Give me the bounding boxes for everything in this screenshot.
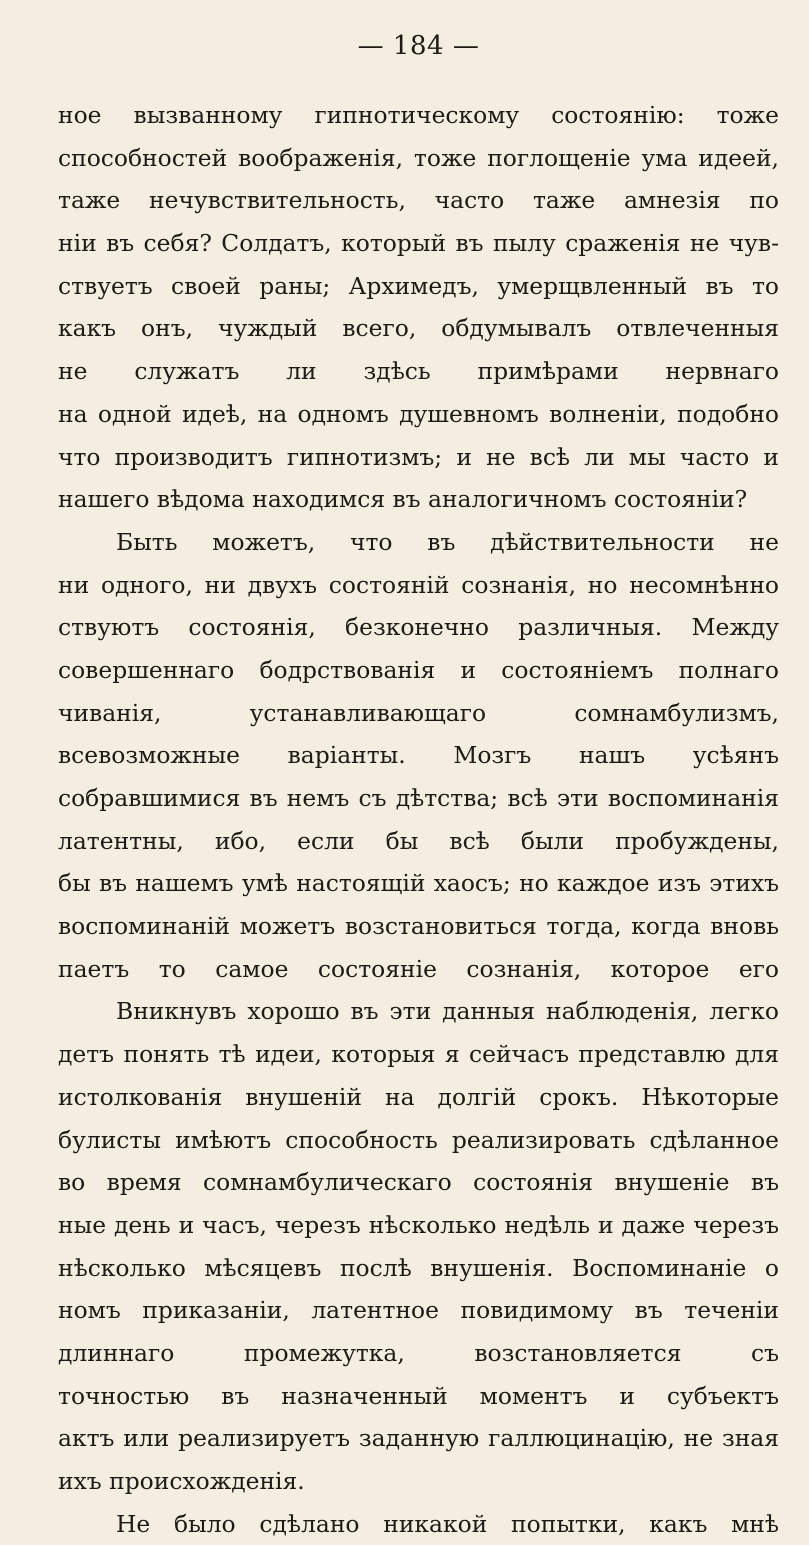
text-line: какъ онъ, чуждый всего, обдумывалъ отвлеченныя <box>58 314 779 343</box>
text-line: нашего вѣдома находимся въ аналогичномъ состояніи? <box>58 485 748 514</box>
text-line: истолкованія внушеній на долгій срокъ. Нѣкоторые <box>58 1082 779 1111</box>
paragraph <box>58 990 779 1502</box>
text-line: что производитъ гипнотизмъ; и не всѣ ли мы часто и <box>58 442 779 471</box>
text-line: на одной идеѣ, на одномъ душевномъ волненіи, подобно <box>58 399 779 428</box>
text-line: чиванія, устанавливающаго сомнамбулизмъ, <box>58 698 779 727</box>
paragraph <box>58 521 779 991</box>
text-line: совершеннаго бодрствованія и состояніемъ полнаго <box>58 655 779 684</box>
text-line: актъ или реализируетъ заданную галлюцинацію, не зная <box>58 1424 779 1453</box>
text-line: Не было сдѣлано никакой попытки, какъ мнѣ <box>116 1509 779 1538</box>
text-line: не служатъ ли здѣсь примѣрами нервнаго <box>58 357 779 386</box>
paragraph <box>58 94 779 521</box>
text-line: ствуютъ состоянія, безконечно различныя. Между <box>58 613 779 642</box>
text-line: ные день и часъ, черезъ нѣсколько недѣль и даже черезъ <box>58 1210 779 1239</box>
text-line: номъ приказаніи, латентное повидимому въ теченіи <box>58 1296 779 1325</box>
text-line: Быть можетъ, что въ дѣйствительности не <box>116 527 779 556</box>
text-line: ихъ происхожденія. <box>58 1467 305 1495</box>
body-text <box>58 94 779 1545</box>
text-line: ное вызванному гипнотическому состоянію: тоже <box>58 101 779 129</box>
text-line: ни одного, ни двухъ состояній сознанія, но несомнѣнно <box>58 570 779 599</box>
text-line: воспоминаній можетъ возстановиться тогда, когда вновь <box>58 912 779 941</box>
text-line: длиннаго промежутка, возстановляется съ <box>58 1338 779 1367</box>
page-number: — 184 — <box>357 31 480 61</box>
text-line: бы въ нашемъ умѣ настоящій хаосъ; но каждое изъ этихъ <box>58 869 779 898</box>
text-line: детъ понять тѣ идеи, которыя я сейчасъ представлю для <box>58 1040 779 1069</box>
text-line: таже нечувствительность, часто таже амнезія по <box>58 186 779 215</box>
text-line: способностей воображенія, тоже поглощеніе ума идеей, <box>58 143 779 172</box>
text-line: собравшимися въ немъ съ дѣтства; всѣ эти воспоминанія <box>58 784 779 812</box>
text-line: нѣсколько мѣсяцевъ послѣ внушенія. Воспоминаніе о <box>58 1253 779 1282</box>
text-line: всевозможные варіанты. Мозгъ нашъ усѣянъ <box>58 741 779 770</box>
text-line: Вникнувъ хорошо въ эти данныя наблюденія, легко <box>116 997 779 1026</box>
text-line: во время сомнамбулическаго состоянія внушеніе въ <box>58 1168 779 1197</box>
text-line: латентны, ибо, если бы всѣ были пробуждены, <box>58 826 779 855</box>
text-line: булисты имѣютъ способность реализировать сдѣланное <box>58 1125 779 1154</box>
text-line: ніи въ себя? Солдатъ, который въ пылу сраженія не чув- <box>58 229 779 258</box>
text-line: точностью въ назначенный моментъ и субъектъ <box>58 1381 779 1410</box>
text-line: паетъ то самое состояніе сознанія, которое его <box>58 954 779 983</box>
paragraph <box>58 1503 779 1545</box>
text-line: ствуетъ своей раны; Архимедъ, умерщвленный въ то <box>58 271 779 300</box>
